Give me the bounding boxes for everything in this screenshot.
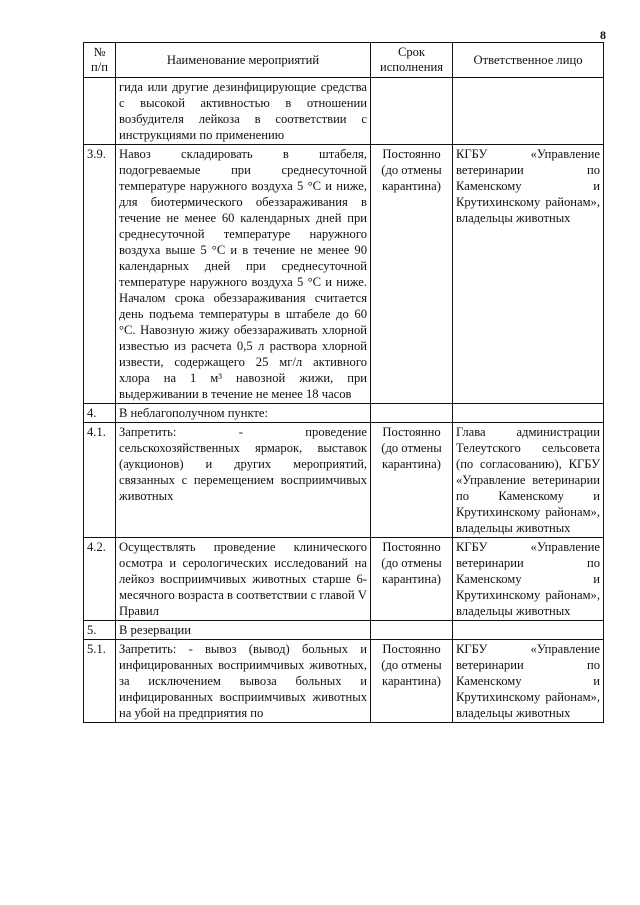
- page-number: 8: [600, 28, 606, 42]
- row-responsible: [453, 621, 604, 640]
- row-num: 5.1.: [84, 640, 116, 723]
- row-term: Постоянно (до отмены карантина): [371, 640, 453, 723]
- table-row: [84, 640, 604, 723]
- header-term: Срок исполнения: [371, 43, 453, 78]
- row-num: 3.9.: [84, 145, 116, 404]
- row-responsible: [453, 404, 604, 423]
- row-name: В неблагополучном пункте:: [116, 404, 371, 423]
- row-responsible: КГБУ «Управление ветеринарии по Каменскому и Крутихинскому районам», владельцы животных: [453, 538, 604, 621]
- table-row: [84, 78, 604, 145]
- table-row: [84, 145, 604, 404]
- row-responsible: Глава администрации Телеутского сельсовета (по согласованию), КГБУ «Управление ветеринарии по Каменскому и Крутихинскому районам», владельцы животных: [453, 423, 604, 538]
- table-row: [84, 538, 604, 621]
- row-num: 4.: [84, 404, 116, 423]
- row-num: 5.: [84, 621, 116, 640]
- row-name: Осуществлять проведение клинического осмотра и серологических исследований на лейкоз восприимчивых животных старше 6-месячного возраста в соответствии с главой V Правил: [116, 538, 371, 621]
- row-responsible: КГБУ «Управление ветеринарии по Каменскому и Крутихинскому районам», владельцы животных: [453, 145, 604, 404]
- row-term: Постоянно (до отмены карантина): [371, 423, 453, 538]
- row-name: Запретить: - вывоз (вывод) больных и инфицированных восприимчивых животных, за исключением вывоза больных и инфицированных восприимчивых животных на убой на предприятия по: [116, 640, 371, 723]
- row-name: Запретить: - проведение сельскохозяйственных ярмарок, выставок (аукционов) и других мероприятий, связанных с перемещением восприимчивых животных: [116, 423, 371, 538]
- table-row: [84, 404, 604, 423]
- row-num: [84, 78, 116, 145]
- row-term: Постоянно (до отмены карантина): [371, 145, 453, 404]
- header-num: № п/п: [84, 43, 116, 78]
- table-header-row: [84, 43, 604, 78]
- row-term: [371, 404, 453, 423]
- row-num: 4.1.: [84, 423, 116, 538]
- header-responsible: Ответственное лицо: [453, 43, 604, 78]
- row-responsible: КГБУ «Управление ветеринарии по Каменскому и Крутихинскому районам», владельцы животных: [453, 640, 604, 723]
- row-term: [371, 621, 453, 640]
- table-row: [84, 621, 604, 640]
- row-name: В резервации: [116, 621, 371, 640]
- row-num: 4.2.: [84, 538, 116, 621]
- header-name: Наименование мероприятий: [116, 43, 371, 78]
- row-responsible: [453, 78, 604, 145]
- row-term: Постоянно (до отмены карантина): [371, 538, 453, 621]
- row-name: Навоз складировать в штабеля, подогреваемые при среднесуточной температуре наружного воздуха 5 °С и ниже, для биотермического обеззараживания в течение не менее 60 календарных дней при среднесуточной температуре наружного воздуха выше 5 °С и в течение не менее 90 календарных дней при среднесуточной температуре наружного воздуха 5 °С и ниже. Началом срока обеззараживания считается день подъема температуры в штабеле до 60 °С. Навозную жижу обеззараживать хлорной известью из расчета 0,5 л раствора хлорной извести, содержащего 25 мг/л активного хлора на 1 м³ навозной жижи, при выдерживании в течение не менее 18 часов: [116, 145, 371, 404]
- row-term: [371, 78, 453, 145]
- table-row: [84, 423, 604, 538]
- measures-table: [83, 42, 604, 723]
- row-name: гида или другие дезинфицирующие средства с высокой активностью в отношении возбудителя лейкоза в соответствии с инструкциями по применению: [116, 78, 371, 145]
